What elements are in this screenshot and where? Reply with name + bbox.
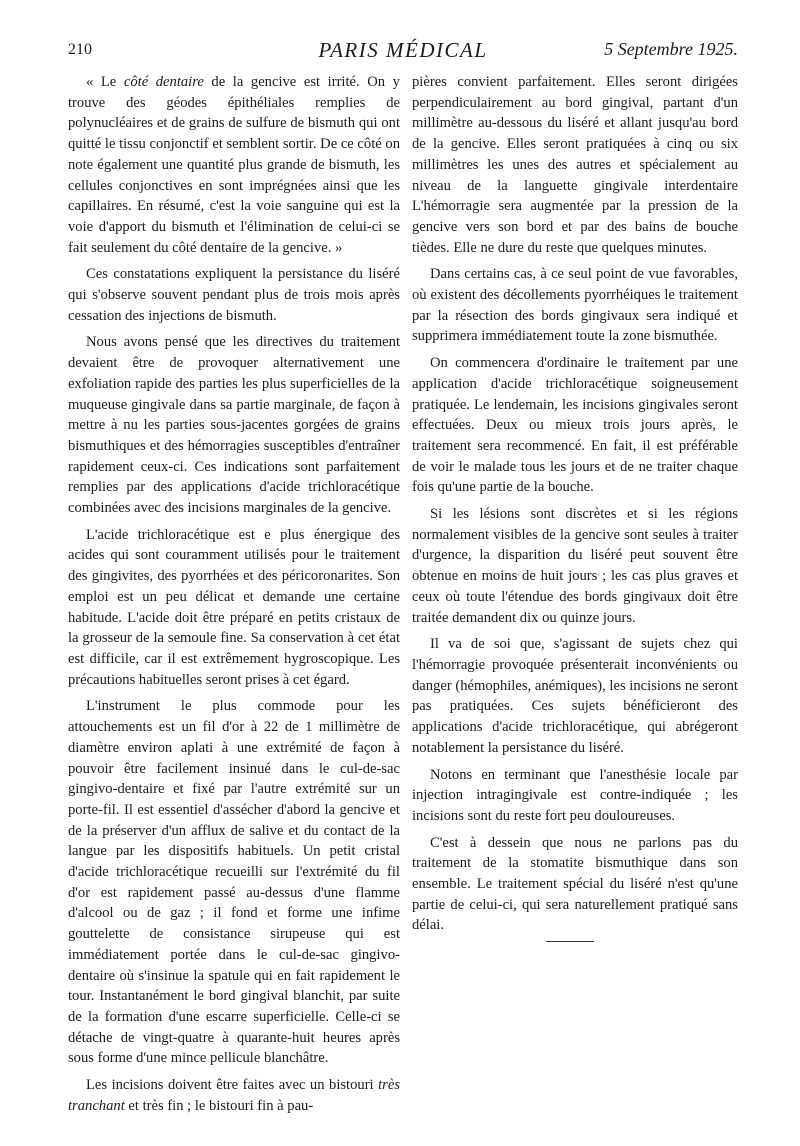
- paragraph: On commencera d'ordinaire le traitement par une application d'acide trichloracétique soigneusement pratiquée. Le lendemain, les incisions gingivales seront effectuées. Deux ou mieux trois jours après, le traitement sera recommencé. En fait, il est préférable de voir le malade tous les jours et de ne traiter chaque fois qu'une partie de la bouche.: [412, 355, 738, 496]
- paragraph: [68, 1075, 400, 1116]
- paragraph: Notons en terminant que l'anesthésie locale par injection intragingivale est contre-indiquée ; les incisions sont du reste fort peu douloureuses.: [412, 766, 738, 824]
- paragraph-text: Les incisions doivent être faites avec un bistouri: [86, 1077, 379, 1094]
- paragraph-continued: pières convient parfaitement. Elles seront dirigées perpendiculairement au bord gingival, partant d'un millimètre au-dessous du liséré et allant jusqu'au bord de la gencive. Elles seront pratiquées à cinq ou six millimètres les unes des autres et spécialement au niveau de la languette gingivale interdentaire L'hémorragie sera augmentée par la pression de la gencive vers son bord et par des bains de bouche tièdes. Elle ne dure du reste que quelques minutes.: [412, 74, 738, 256]
- right-column: [412, 72, 738, 942]
- paragraph: Nous avons pensé que les directives du traitement devaient être de provoquer alternativement une exfoliation rapide des parties les plus superficielles de la muqueuse gingivale dans sa partie marginale, de façon à mettre à nu les parties sous-jacentes gorgées de grains bismuthiques et des hémorragies susceptibles d'entraîner rapidement ceux-ci. Ces indications sont parfaitement remplies par des applications d'acide trichloracétique combinées avec des incisions marginales de la gencive.: [68, 334, 400, 517]
- left-column: [68, 72, 400, 1122]
- quote-open: « Le: [86, 74, 124, 90]
- quote-body: de la gencive est irrité. On y trouve des géodes épithéliales remplies de polynucléaires et de grains de sulfure de bismuth qui ont quitté le tissu conjonctif et semblent sortir. De ce côté on note également une quantité plus grande de bismuth, les cellules conjonctives en sont imprégnées ainsi que les capillaires. En résumé, c'est la voie sanguine qui est la voie d'apport du bismuth et l'élimination de celui-ci se fait seulement du côté dentaire de la gencive. »: [68, 74, 400, 256]
- paragraph-text: et très fin ; le bistouri fin à pau-: [124, 1097, 314, 1114]
- paragraph: L'acide trichloracétique est e plus énergique des acides qui sont couramment utilisés pour le traitement des gingivites, des pyorrhées et des péricoronarites. Son emploi est un peu délicat et demande une certaine habitude. L'acide doit être préparé en petits cristaux de la grosseur de la semoule fine. Sa conservation à cet état est difficile, car il est extrêmement hygroscopique. Les précautions habituelles seront prises à cet égard.: [68, 526, 400, 688]
- article-end-rule: [546, 941, 594, 942]
- paragraph: Il va de soi que, s'agissant de sujets chez qui l'hémorragie provoquée présenterait inconvénients ou danger (hémophiles, anémiques), les incisions ne seront pas pratiquées. Ces sujets bénéficieront des applications d'acide trichloracétique, qui abrégeront notablement la persistance du liséré.: [412, 636, 738, 756]
- issue-date: 5 Septembre 1925.: [604, 39, 738, 59]
- paragraph: C'est à dessein que nous ne parlons pas du traitement de la stomatite bismuthique dans son ensemble. Le traitement spécial du liséré n'est qu'une partie de celui-ci, qui sera naturellement pratiqué sans délai.: [412, 834, 738, 934]
- paragraph: L'instrument le plus commode pour les attouchements est un fil d'or à 22 de 1 millimètre de diamètre environ aplati à une extrémité de façon à pouvoir être facilement insinué dans le cul-de-sac gingivo-dentaire et fixé par l'autre extrémité sur un porte-fil. Il est essentiel d'assécher d'abord la gencive et de la préserver d'un afflux de salive et du contact de la langue par les dispositifs habituels. Un petit cristal d'acide trichloracétique recueilli sur l'extrémité du fil d'or est rapidement passé au-dessus d'une flamme d'alcool ou de gaz ; il fond et forme une infime gouttelette de consistance sirupeuse qui est immédiatement portée dans le cul-de-sac gingivo-dentaire où s'insinue la spatule qui en fait rapidement le tour. Instantanément le bord gingival blanchit, par suite de la formation d'une escarre superficielle. Celle-ci se détache de vingt-quatre à quarante-huit heures après sous forme d'une mince pellicule blanchâtre.: [68, 698, 400, 1067]
- journal-title: PARIS MÉDICAL: [318, 38, 488, 62]
- paragraph: Si les lésions sont discrètes et si les régions normalement visibles de la gencive sont seules à traiter d'urgence, la disparition du liséré peut souvent être obtenue en moins de huit jours ; les cas plus graves et ceux où toute l'étendue des bords gingivaux doit être traitée demandent dix ou quinze jours.: [412, 506, 738, 626]
- paragraph-quote: [68, 72, 400, 258]
- italic-term: très tranchant: [68, 1077, 400, 1114]
- quote-italic-term: côté dentaire: [123, 74, 204, 90]
- paragraph: Ces constatations expliquent la persistance du liséré qui s'observe souvent pendant plus de trois mois après cessation des injections de bismuth.: [68, 266, 400, 324]
- page-number: 210: [68, 41, 92, 58]
- page-header: [68, 38, 738, 64]
- paragraph: Dans certains cas, à ce seul point de vue favorables, où existent des décollements pyorrhéiques le traitement par la résection des bords gingivaux sera indiqué et supprimera immédiatement toute la zone bismuthée.: [412, 266, 738, 345]
